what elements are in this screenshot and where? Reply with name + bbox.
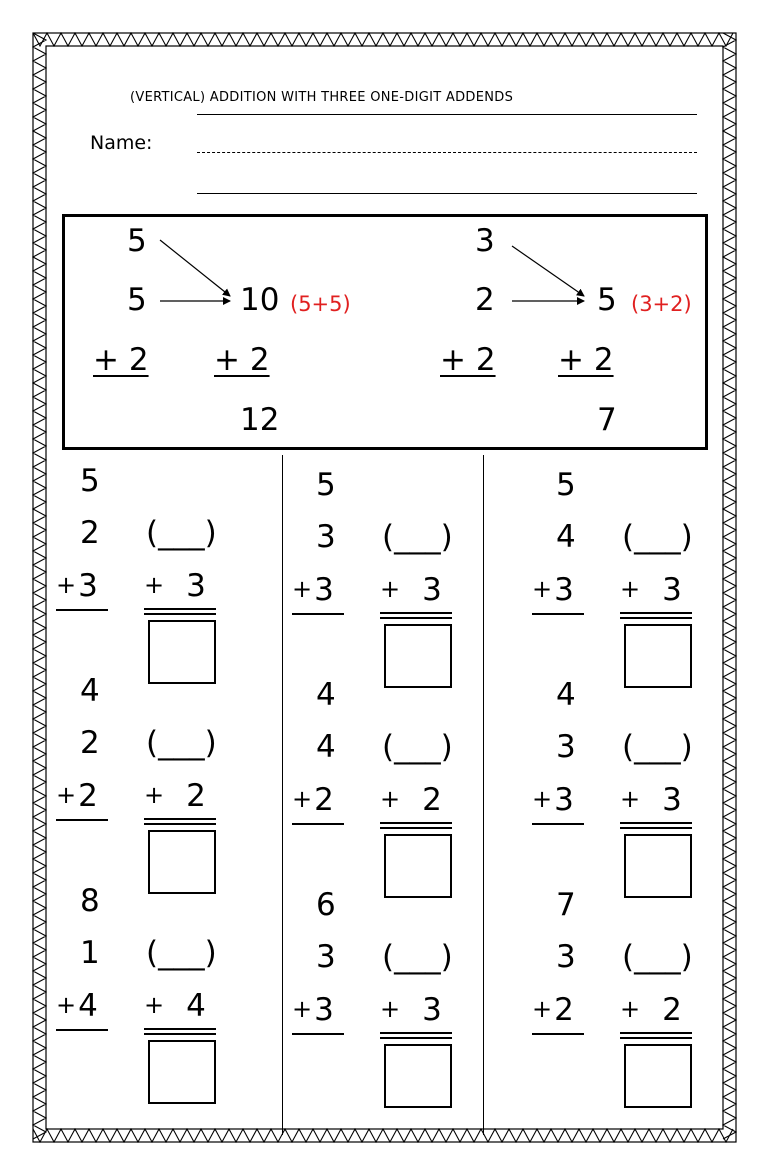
repeat-addend-c-value: 3	[662, 782, 682, 818]
double-line-bottom	[620, 1037, 692, 1039]
plus-sign: +	[292, 575, 313, 603]
problem-addend-a: 4	[556, 677, 576, 713]
double-line-top	[380, 1032, 452, 1034]
plus-sign: +	[144, 991, 165, 1019]
repeat-addend-c-value: 3	[186, 568, 206, 604]
sum-line	[56, 609, 108, 611]
example-1-total: 12	[240, 402, 280, 438]
problem-1	[56, 463, 256, 681]
worksheet-title: (VERTICAL) ADDITION WITH THREE ONE-DIGIT ADDENDS	[130, 90, 514, 105]
problem-addend-c	[532, 782, 574, 818]
example-2-addend-a: 3	[475, 223, 495, 259]
double-line-top	[380, 822, 452, 824]
plus-sign: +	[144, 571, 165, 599]
plus-sign: +	[532, 995, 553, 1023]
title-underline	[197, 114, 697, 115]
double-line-bottom	[380, 1037, 452, 1039]
repeat-addend-c	[380, 782, 442, 818]
name-dashed-line[interactable]	[197, 152, 697, 153]
repeat-addend-c-value: 3	[422, 992, 442, 1028]
plus-sign: +	[56, 991, 77, 1019]
problem-addend-c-value: 4	[78, 988, 98, 1024]
problem-addend-c	[56, 988, 98, 1024]
problem-addend-a: 8	[80, 883, 100, 919]
problem-addend-a: 4	[80, 673, 100, 709]
plus-sign: +	[620, 995, 641, 1023]
problem-addend-c-value: 2	[78, 778, 98, 814]
sum-line	[56, 1029, 108, 1031]
plus-sign: +	[56, 571, 77, 599]
repeat-addend-c	[620, 782, 682, 818]
answer-box[interactable]	[148, 830, 216, 894]
problem-3	[532, 467, 732, 685]
problem-addend-c	[532, 572, 574, 608]
partial-sum-blank[interactable]: (___)	[382, 729, 453, 765]
problem-addend-a: 5	[556, 467, 576, 503]
example-1-partial-sum: 10	[240, 282, 280, 318]
problem-addend-c	[292, 992, 334, 1028]
plus-sign: +	[620, 785, 641, 813]
problem-9	[532, 887, 732, 1105]
problem-7	[56, 883, 256, 1101]
problem-4	[56, 673, 256, 891]
example-2-partial-sum: 5	[597, 282, 617, 318]
answer-box[interactable]	[148, 1040, 216, 1104]
plus-sign: +	[620, 575, 641, 603]
plus-sign: +	[380, 575, 401, 603]
repeat-addend-c-value: 3	[422, 572, 442, 608]
repeat-addend-c-value: 2	[186, 778, 206, 814]
repeat-addend-c	[620, 992, 682, 1028]
problem-addend-c-value: 3	[314, 572, 334, 608]
answer-box[interactable]	[624, 834, 692, 898]
answer-box[interactable]	[384, 624, 452, 688]
plus-sign: +	[292, 785, 313, 813]
example-1-addend-c-repeat: + 2	[214, 342, 270, 378]
example-2-hint: (3+2)	[631, 292, 692, 316]
double-line-bottom	[620, 827, 692, 829]
problem-addend-b: 2	[80, 515, 100, 551]
double-line-top	[620, 612, 692, 614]
example-1-hint: (5+5)	[290, 292, 351, 316]
repeat-addend-c	[144, 778, 206, 814]
repeat-addend-c	[380, 992, 442, 1028]
double-line-top	[620, 822, 692, 824]
sum-line	[532, 613, 584, 615]
answer-box[interactable]	[624, 1044, 692, 1108]
double-line-top	[620, 1032, 692, 1034]
name-underline[interactable]	[197, 193, 697, 194]
sum-line	[532, 1033, 584, 1035]
problem-addend-a: 5	[80, 463, 100, 499]
answer-box[interactable]	[148, 620, 216, 684]
problem-addend-b: 3	[316, 939, 336, 975]
example-1-addend-b: 5	[127, 282, 147, 318]
problem-8	[292, 887, 492, 1105]
sum-line	[292, 613, 344, 615]
repeat-addend-c	[144, 988, 206, 1024]
plus-sign: +	[532, 575, 553, 603]
partial-sum-blank[interactable]: (___)	[622, 939, 693, 975]
sum-line	[292, 823, 344, 825]
name-label: Name:	[90, 132, 153, 154]
plus-sign: +	[56, 781, 77, 809]
problem-addend-c-value: 2	[314, 782, 334, 818]
problem-5	[292, 677, 492, 895]
double-line-bottom	[144, 613, 216, 615]
problem-6	[532, 677, 732, 895]
partial-sum-blank[interactable]: (___)	[146, 515, 217, 551]
double-line-bottom	[380, 617, 452, 619]
partial-sum-blank[interactable]: (___)	[146, 725, 217, 761]
plus-sign: +	[292, 995, 313, 1023]
problem-addend-a: 4	[316, 677, 336, 713]
double-line-top	[380, 612, 452, 614]
problem-addend-c	[292, 572, 334, 608]
double-line-bottom	[144, 823, 216, 825]
answer-box[interactable]	[624, 624, 692, 688]
problem-addend-c	[532, 992, 574, 1028]
partial-sum-blank[interactable]: (___)	[382, 519, 453, 555]
partial-sum-blank[interactable]: (___)	[382, 939, 453, 975]
double-line-bottom	[144, 1033, 216, 1035]
double-line-top	[144, 608, 216, 610]
problem-addend-b: 4	[556, 519, 576, 555]
problem-addend-b: 1	[80, 935, 100, 971]
problem-addend-b: 2	[80, 725, 100, 761]
sum-line	[532, 823, 584, 825]
problem-addend-a: 7	[556, 887, 576, 923]
repeat-addend-c	[380, 572, 442, 608]
double-line-bottom	[380, 827, 452, 829]
problem-2	[292, 467, 492, 685]
partial-sum-blank[interactable]: (___)	[146, 935, 217, 971]
plus-sign: +	[144, 781, 165, 809]
problem-addend-a: 5	[316, 467, 336, 503]
partial-sum-blank[interactable]: (___)	[622, 729, 693, 765]
plus-sign: +	[532, 785, 553, 813]
repeat-addend-c-value: 2	[662, 992, 682, 1028]
problem-addend-c-value: 3	[314, 992, 334, 1028]
example-1-addend-c: + 2	[93, 342, 149, 378]
sum-line	[292, 1033, 344, 1035]
repeat-addend-c-value: 4	[186, 988, 206, 1024]
plus-sign: +	[380, 995, 401, 1023]
example-2-addend-c-repeat: + 2	[558, 342, 614, 378]
problem-addend-c	[56, 778, 98, 814]
problem-addend-b: 4	[316, 729, 336, 765]
repeat-addend-c-value: 3	[662, 572, 682, 608]
problem-addend-c	[292, 782, 334, 818]
problem-addend-b: 3	[316, 519, 336, 555]
plus-sign: +	[380, 785, 401, 813]
problem-addend-c-value: 2	[554, 992, 574, 1028]
problem-addend-a: 6	[316, 887, 336, 923]
example-2-addend-c: + 2	[440, 342, 496, 378]
problem-addend-c-value: 3	[554, 572, 574, 608]
double-line-top	[144, 818, 216, 820]
example-1-addend-a: 5	[127, 223, 147, 259]
problem-addend-b: 3	[556, 729, 576, 765]
partial-sum-blank[interactable]: (___)	[622, 519, 693, 555]
answer-box[interactable]	[384, 834, 452, 898]
problem-addend-c-value: 3	[78, 568, 98, 604]
example-2-addend-b: 2	[475, 282, 495, 318]
problem-addend-b: 3	[556, 939, 576, 975]
problem-addend-c-value: 3	[554, 782, 574, 818]
repeat-addend-c	[144, 568, 206, 604]
double-line-top	[144, 1028, 216, 1030]
repeat-addend-c-value: 2	[422, 782, 442, 818]
sum-line	[56, 819, 108, 821]
example-2-total: 7	[597, 402, 617, 438]
double-line-bottom	[620, 617, 692, 619]
repeat-addend-c	[620, 572, 682, 608]
problem-addend-c	[56, 568, 98, 604]
answer-box[interactable]	[384, 1044, 452, 1108]
